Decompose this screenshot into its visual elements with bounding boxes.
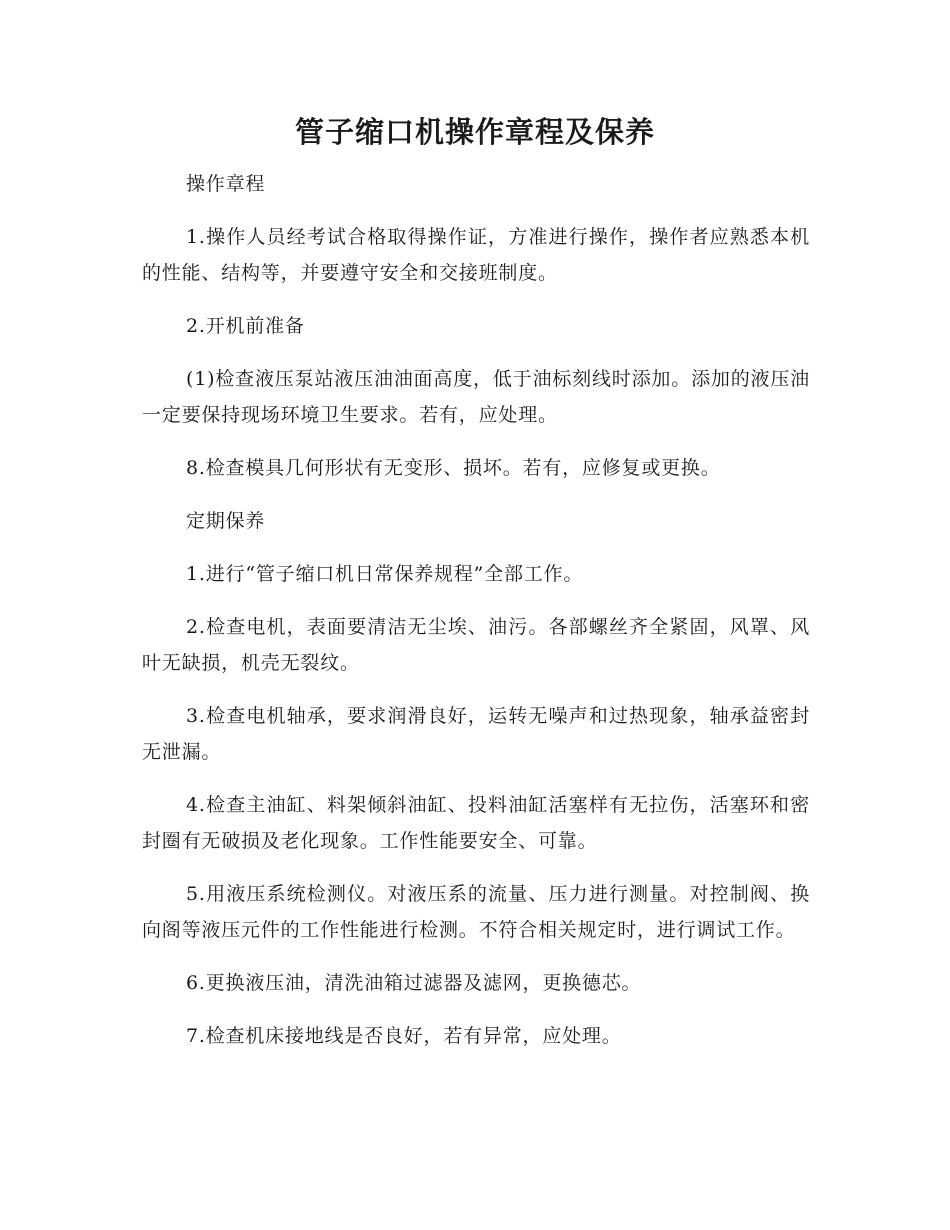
paragraph: (1)检查液压泵站液压油油面高度，低于油标刻线时添加。添加的液压油一定要保持现场环境卫生要求。若有，应处理。: [142, 368, 810, 426]
paragraph: 6.更换液压油，清洗油箱过滤器及滤网，更换德芯。: [186, 972, 642, 994]
section-heading-operation: 操作章程: [186, 173, 266, 195]
paragraph: 8.检查模具几何形状有无变形、损坏。若有，应修复或更换。: [186, 457, 721, 479]
paragraph: 5.用液压系统检测仪。对液压系的流量、压力进行测量。对控制阀、换向阁等液压元件的工作性能进行检测。不符合相关规定时，进行调试工作。: [142, 883, 810, 941]
paragraph: 3.检查电机轴承，要求润滑良好，运转无噪声和过热现象，轴承益密封无泄漏。: [142, 705, 810, 763]
section-heading-maintenance: 定期保养: [186, 510, 266, 532]
paragraph: 2.开机前准备: [186, 315, 305, 337]
paragraph: 1.操作人员经考试合格取得操作证，方准进行操作，操作者应熟悉本机的性能、结构等，并要遵守安全和交接班制度。: [142, 226, 810, 284]
document-body: [142, 166, 810, 1071]
paragraph: 4.检查主油缸、料架倾斜油缸、投料油缸活塞样有无拉伤，活塞环和密封圈有无破损及老化现象。工作性能要安全、可靠。: [142, 794, 810, 852]
paragraph: 1.进行“管子缩口机日常保养规程”全部工作。: [186, 563, 584, 585]
document-title: 管子缩口机操作章程及保养: [294, 115, 655, 149]
paragraph: 7.检查机床接地线是否良好，若有异常，应处理。: [186, 1025, 622, 1047]
paragraph: 2.检查电机，表面要清洁无尘埃、油污。各部螺丝齐全紧固，风罩、风叶无缺损，机壳无裂纹。: [142, 616, 810, 674]
